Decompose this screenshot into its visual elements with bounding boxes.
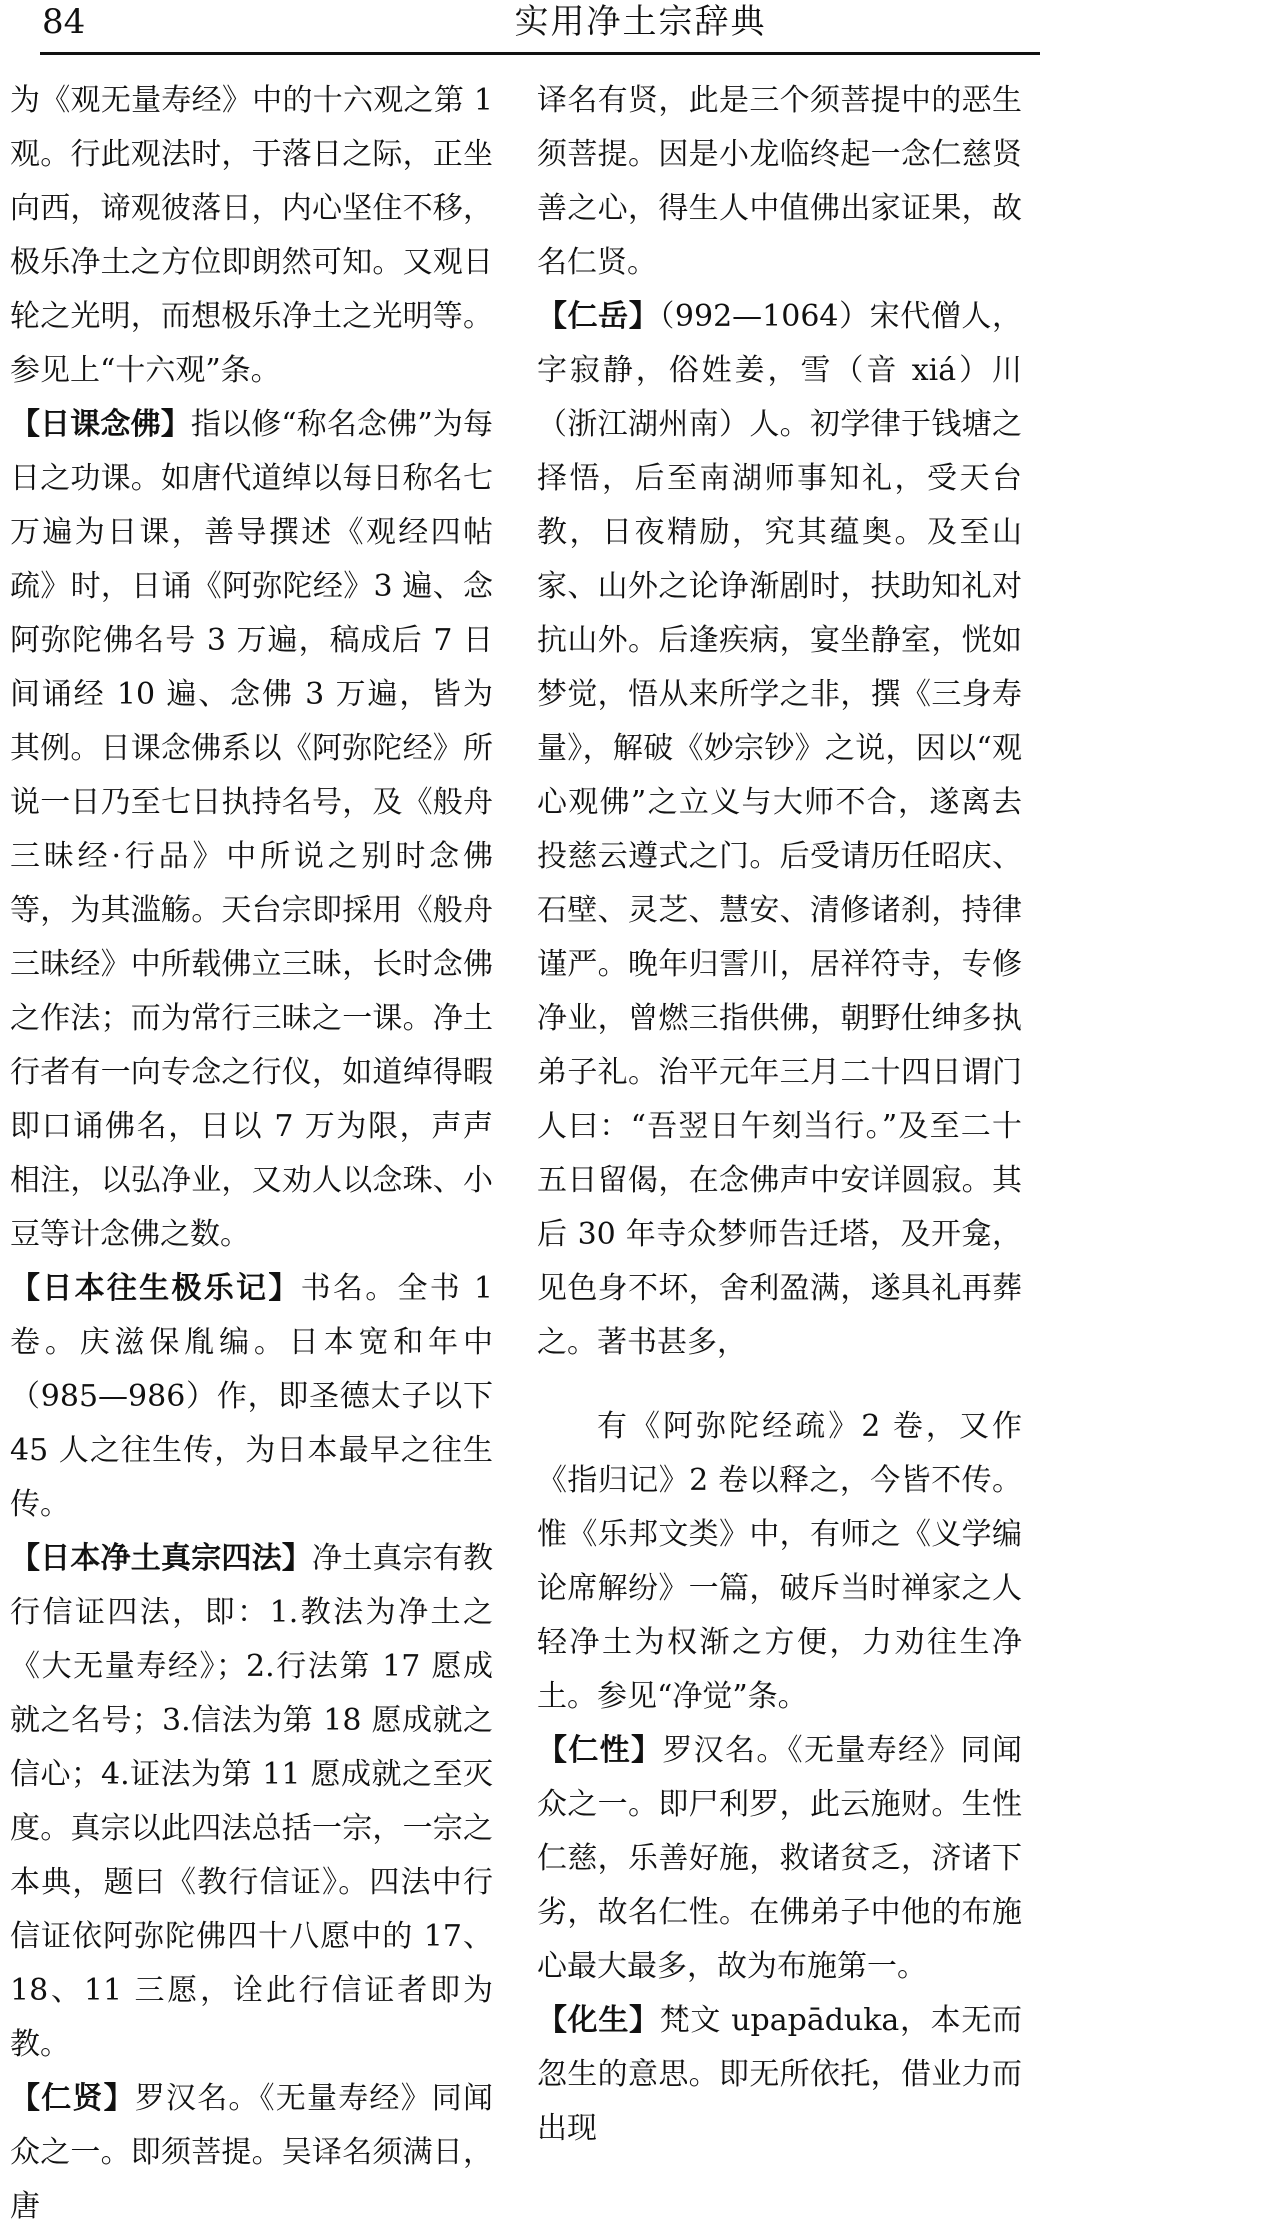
entry xyxy=(10,398,493,1262)
entry-text: 罗汉名。《无量寿经》同闻众之一。即尸利罗，此云施财。生性仁慈，乐善好施，救诸贫乏，济诸下劣，故名仁性。在佛弟子中他的布施心最大最多，故为布施第一。 xyxy=(537,1733,1023,1984)
entry-headword: 【日本净土真宗四法】 xyxy=(10,1541,312,1576)
entry-text: 译名有贤，此是三个须菩提中的恶生须菩提。因是小龙临终起一念仁慈贤善之心，得生人中值佛出家证果，故名仁贤。 xyxy=(537,83,1022,280)
entry xyxy=(537,290,1022,1370)
entry-continuation xyxy=(537,1400,1022,1724)
entry-headword: 【化生】 xyxy=(537,2003,660,2038)
entry xyxy=(537,1724,1022,1994)
entry-text: 罗汉名。《无量寿经》同闻众之一。即须菩提。吴译名须满日，唐 xyxy=(10,2081,494,2224)
left-column xyxy=(10,74,493,2234)
entry-text: 指以修“称名念佛”为每日之功课。如唐代道绰以每日称名七万遍为日课，善导撰述《观经四帖疏》时，日诵《阿弥陀经》3 遍、念阿弥陀佛名号 3 万遍，稿成后 7 日间诵经 10 遍、念佛 3 万遍，皆为其例。日课念佛系以《阿弥陀经》所说一日乃至七日执持名号，及《般舟三昧经·行品》中所说之别时念佛等，为其滥觞。天台宗即採用《般舟三昧经》中所载佛立三昧，长时念佛之作法；而为常行三昧之一课。净土行者有一向专念之行仪，如道绰得暇即口诵佛名，日以 7 万为限，声声相注，以弘净业，又劝人以念珠、小豆等计念佛之数。 xyxy=(10,407,493,1252)
entry-text: 书名。全书 1 卷。庆滋保胤编。日本宽和年中（985—986）作，即圣德太子以下 45 人之往生传，为日本最早之往生传。 xyxy=(10,1271,493,1522)
page-header xyxy=(0,0,1281,60)
header-rule xyxy=(40,52,1040,55)
page-number: 84 xyxy=(42,2,86,42)
entry xyxy=(10,2072,493,2234)
entry-headword: 【仁贤】 xyxy=(10,2081,135,2116)
entry-text: 梵文 upapāduka，本无而忽生的意思。即无所依托，借业力而出现 xyxy=(537,2003,1022,2146)
entry-headword: 【仁性】 xyxy=(537,1733,663,1768)
entry xyxy=(10,74,493,398)
entry-text: 为《观无量寿经》中的十六观之第 1 观。行此观法时，于落日之际，正坐向西，谛观彼落日，内心坚住不移，极乐净土之方位即朗然可知。又观日轮之光明，而想极乐净土之光明等。参见上“十六观”条。 xyxy=(10,83,493,388)
entry xyxy=(537,1994,1022,2156)
entry-headword: 【日本往生极乐记】 xyxy=(10,1271,301,1306)
running-title: 实用净土宗辞典 xyxy=(514,2,767,42)
entry-text: 有《阿弥陀经疏》2 卷，又作《指归记》2 卷以释之，今皆不传。惟《乐邦文类》中，有师之《义学编论席解纷》一篇，破斥当时禅家之人轻净土为权渐之方便，力劝往生净土。参见“净觉”条。 xyxy=(537,1409,1022,1714)
right-column xyxy=(537,74,1022,2156)
entry-headword: 【仁岳】 xyxy=(537,299,660,334)
entry xyxy=(10,1262,493,1532)
entry xyxy=(10,1532,493,2072)
entry-headword: 【日课念佛】 xyxy=(10,407,191,442)
entry-text: （992—1064）宋代僧人，字寂静，俗姓姜，雪（音 xiá）川（浙江湖州南）人。初学律于钱塘之择悟，后至南湖师事知礼，受天台教，日夜精励，究其蕴奥。及至山家、山外之论诤渐剧时，扶助知礼对抗山外。后逢疾病，宴坐静室，恍如梦觉，悟从来所学之非，撰《三身寿量》，解破《妙宗钞》之说，因以“观心观佛”之立义与大师不合，遂离去投慈云遵式之门。后受请历任昭庆、石壁、灵芝、慧安、清修诸刹，持律谨严。晚年归霅川，居祥符寺，专修净业，曾燃三指供佛，朝野仕绅多执弟子礼。治平元年三月二十四日谓门人曰：“吾翌日午刻当行。”及至二十五日留偈，在念佛声中安详圆寂。其后 30 年寺众梦师告迁塔，及开龛，见色身不坏，舍利盈满，遂具礼再葬之。著书甚多， xyxy=(537,299,1023,1360)
entry xyxy=(537,74,1022,290)
entry-text: 净土真宗有教行信证四法，即：1.教法为净土之《大无量寿经》；2.行法第 17 愿成就之名号；3.信法为第 18 愿成就之信心；4.证法为第 11 愿成就之至灭度。真宗以此四法总括一宗，一宗之本典，题曰《教行信证》。四法中行信证依阿弥陀佛四十八愿中的 17、18、11 三愿，诠此行信证者即为教。 xyxy=(10,1541,493,2062)
